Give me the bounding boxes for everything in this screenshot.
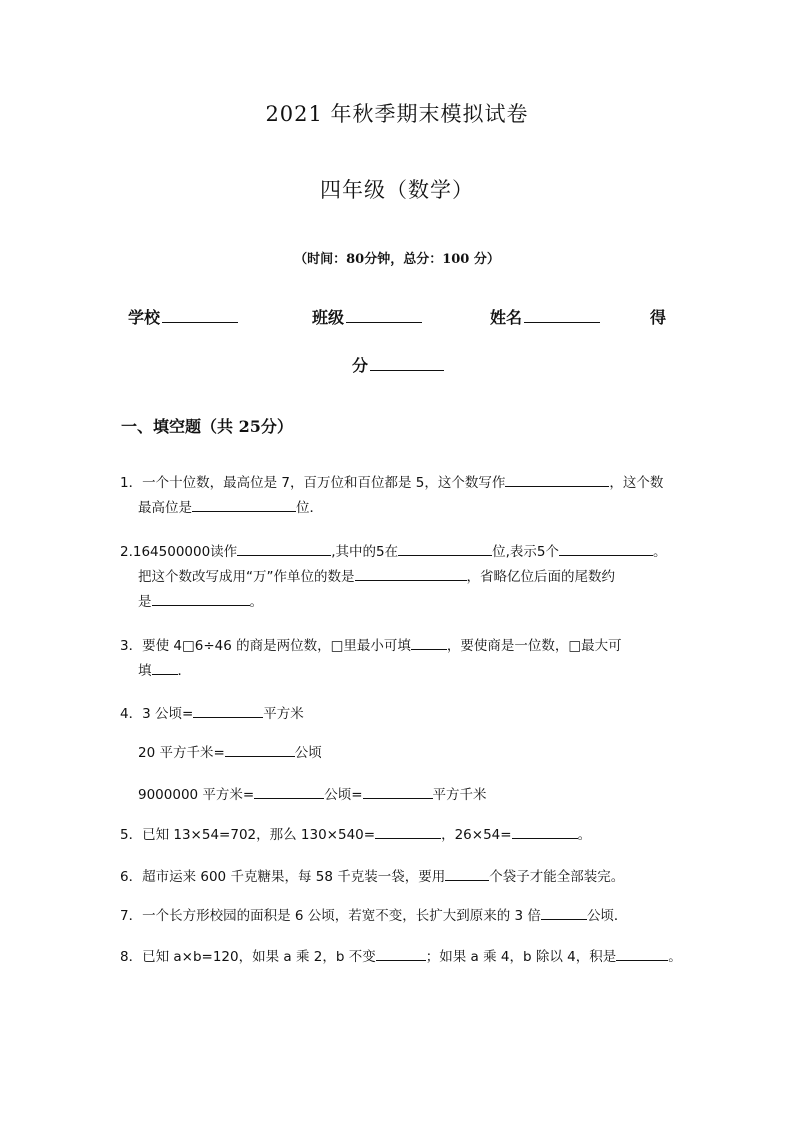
q4-blank-3[interactable] — [254, 784, 324, 799]
q1-blank-2[interactable] — [192, 497, 296, 512]
q3-text-3: 填 — [138, 663, 152, 679]
q5-text-3: 。 — [577, 827, 592, 843]
q7-text-2: 公顷． — [586, 908, 628, 924]
q7-text: 7．一个长方形校园的面积是 6 公顷，若宽不变，长扩大到原来的 3 倍 — [120, 908, 541, 924]
score-blank[interactable] — [370, 369, 444, 371]
q2-blank-2[interactable] — [398, 541, 492, 556]
question-2 — [120, 540, 680, 615]
q1-text-2: ，这个数 — [609, 475, 664, 491]
q2-text-7: 是 — [138, 594, 152, 610]
q7-blank-1[interactable] — [541, 905, 587, 920]
q2-text-6: ，省略亿位后面的尾数约 — [466, 569, 615, 585]
q8-blank-1[interactable] — [376, 946, 426, 961]
question-4-line-2 — [138, 741, 322, 766]
exam-subtitle: 四年级（数学） — [320, 178, 474, 202]
q6-text-2: 个袋子才能全部装完。 — [489, 869, 625, 885]
q1-text-3: 最高位是 — [138, 500, 192, 516]
exam-title: 2021 年秋季期末模拟试卷 — [265, 102, 529, 126]
q2-blank-4[interactable] — [355, 566, 467, 581]
name-blank[interactable] — [524, 321, 600, 323]
question-1 — [120, 471, 680, 521]
q3-blank-1[interactable] — [411, 635, 447, 650]
q2-text-4: 。 — [652, 544, 667, 560]
q2-blank-1[interactable] — [237, 541, 331, 556]
q8-text: 8．已知 a×b=120，如果 a 乘 2，b 不变 — [120, 949, 376, 965]
q4-unit-4: 平方千米 — [432, 787, 487, 803]
q5-blank-1[interactable] — [375, 824, 441, 839]
question-4-line-3 — [138, 783, 487, 808]
q1-blank-1[interactable] — [505, 472, 609, 487]
school-label: 学校 — [128, 308, 161, 327]
question-5 — [120, 823, 680, 848]
score-field — [352, 353, 444, 376]
q3-text-2: ，要使商是一位数，□最大可 — [446, 638, 622, 654]
q4-text-2: 20 平方千米= — [138, 745, 225, 761]
q4-unit-1: 平方米 — [263, 706, 304, 722]
q8-text-2: ；如果 a 乘 4，b 除以 4，积是 — [425, 949, 617, 965]
q3-text: 3．要使 4□6÷46 的商是两位数，□里最小可填 — [120, 638, 411, 654]
q4-blank-1[interactable] — [193, 703, 263, 718]
time-note: （时间：80分钟，总分：100 分） — [294, 252, 500, 267]
school-blank[interactable] — [162, 321, 238, 323]
name-label: 姓名 — [490, 308, 523, 327]
q2-text-8: 。 — [249, 594, 263, 610]
q4-unit-2: 公顷 — [294, 745, 322, 761]
q5-text-2: ，26×54= — [441, 827, 512, 843]
q4-text-3: 9000000 平方米= — [138, 787, 255, 803]
score-label-part2: 分 — [352, 356, 369, 375]
q1-text: 1．一个十位数，最高位是 7，百万位和百位都是 5，这个数写作 — [120, 475, 506, 491]
q4-blank-2[interactable] — [225, 742, 295, 757]
question-6 — [120, 865, 680, 890]
q3-blank-2[interactable] — [152, 660, 178, 675]
q2-blank-5[interactable] — [152, 591, 250, 606]
question-3 — [120, 634, 680, 684]
q2-text-5: 把这个数改写成用“万”作单位的数是 — [138, 569, 355, 585]
question-4 — [120, 702, 680, 727]
q2-blank-3[interactable] — [559, 541, 653, 556]
score-label-part1: 得 — [650, 308, 667, 327]
q6-blank-1[interactable] — [445, 866, 489, 881]
name-field — [490, 305, 600, 328]
q8-blank-2[interactable] — [616, 946, 668, 961]
q5-text: 5．已知 13×54=702，那么 130×540= — [120, 827, 376, 843]
section-title: 一、填空题（共 25分） — [121, 417, 293, 436]
question-7 — [120, 904, 680, 929]
q4-text: 4．3 公顷= — [120, 706, 194, 722]
class-blank[interactable] — [346, 321, 422, 323]
q3-text-4: ． — [177, 663, 191, 679]
q6-text: 6．超市运来 600 千克糖果，每 58 千克装一袋，要用 — [120, 869, 446, 885]
q2-text: 2.164500000读作 — [120, 544, 238, 560]
q2-text-3: 位,表示5个 — [492, 544, 559, 560]
q8-text-3: 。 — [668, 949, 682, 965]
class-field — [312, 305, 422, 328]
school-field — [128, 305, 238, 328]
q2-text-2: ,其中的5在 — [331, 544, 399, 560]
q1-text-4: 位． — [296, 500, 323, 516]
q4-blank-4[interactable] — [363, 784, 433, 799]
question-8 — [120, 945, 680, 970]
class-label: 班级 — [312, 308, 345, 327]
q5-blank-2[interactable] — [512, 824, 578, 839]
q4-unit-3: 公顷= — [324, 787, 363, 803]
